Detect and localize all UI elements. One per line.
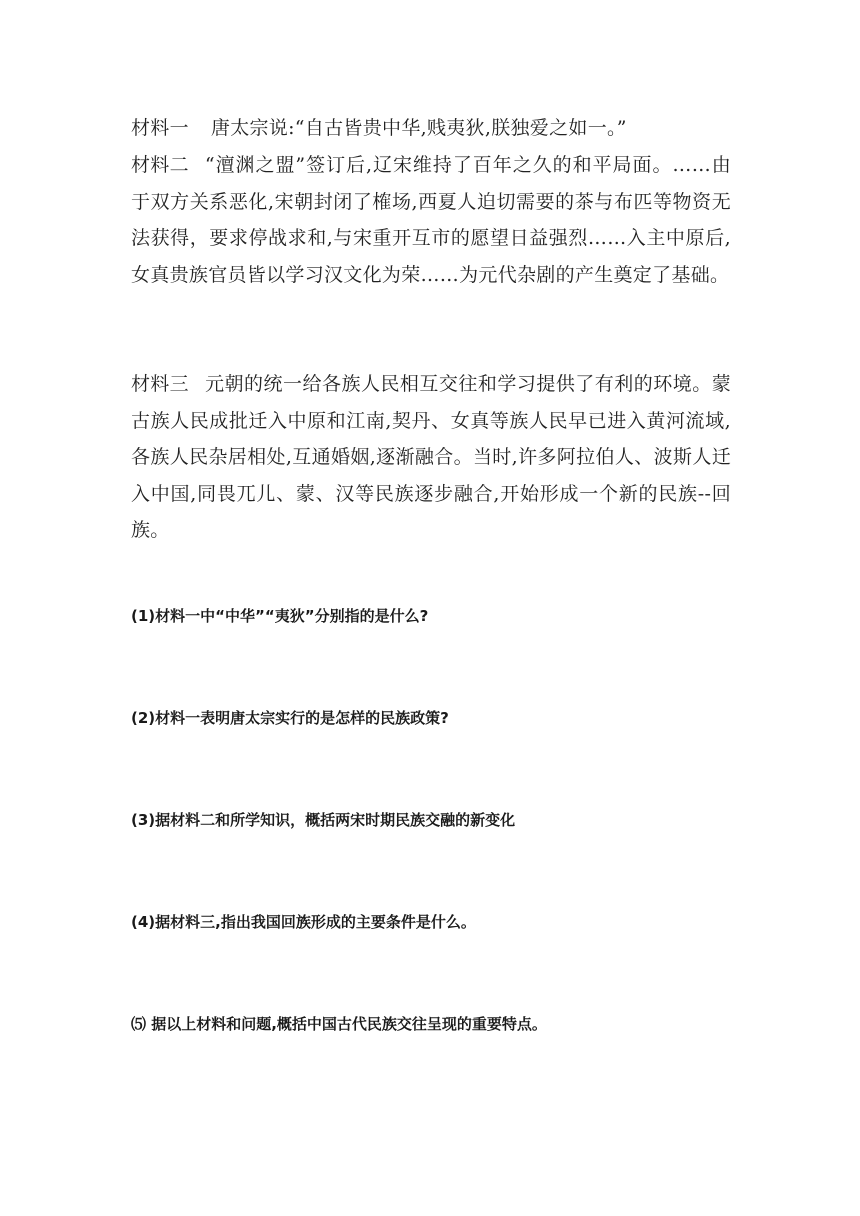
question-3: (3)据材料二和所学知识，概括两宋时期民族交融的新变化 — [131, 811, 516, 829]
question-2: (2)材料一表明唐太宗实行的是怎样的民族政策? — [131, 709, 449, 727]
material-label: 材料一 — [131, 117, 189, 139]
material-one — [131, 110, 731, 147]
material-two — [131, 147, 731, 293]
material-label: 材料二 — [131, 154, 189, 176]
question-5: ⑸ 据以上材料和问题,概括中国古代民族交往呈现的重要特点。 — [131, 1015, 547, 1033]
material-three — [131, 366, 731, 549]
material-text: “澶渊之盟”签订后,辽宋维持了百年之久的和平局面。……由于双方关系恶化,宋朝封闭了榷场,西夏人迫切需要的茶与布匹等物资无法获得，要求停战求和,与宋重开互市的愿望日益强烈……入主中原后,女真贵族官员皆以学习汉文化为荣……为元代杂剧的产生奠定了基础。 — [131, 154, 731, 286]
question-4: (4)据材料三,指出我国回族形成的主要条件是什么。 — [131, 913, 476, 931]
question-1: (1)材料一中“中华”“夷狄”分别指的是什么? — [131, 607, 429, 625]
material-label: 材料三 — [131, 373, 189, 395]
material-text: 元朝的统一给各族人民相互交往和学习提供了有利的环境。蒙古族人民成批迁入中原和江南,契丹、女真等族人民早已进入黄河流域,各族人民杂居相处,互通婚姻,逐渐融合。当时,许多阿拉伯人、波斯人迁入中国,同畏兀儿、蒙、汉等民族逐步融合,开始形成一个新的民族--回族。 — [131, 373, 731, 542]
material-text: 唐太宗说:“自古皆贵中华,贱夷狄,朕独爱之如一。” — [210, 117, 627, 139]
